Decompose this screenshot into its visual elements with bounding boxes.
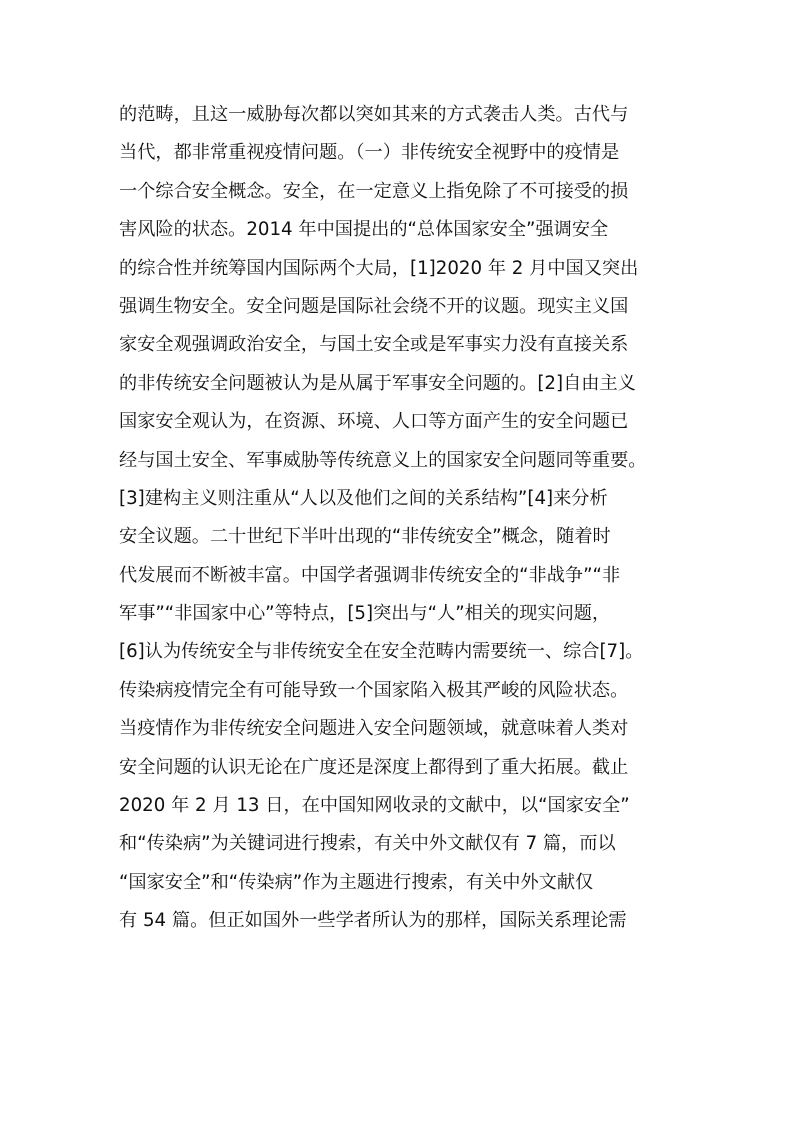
text-line: [6]认为传统安全与非传统安全在安全范畴内需要统一、综合[7]。 (119, 641, 644, 663)
text-line: 当疫情作为非传统安全问题进入安全问题领域，就意味着人类对 (119, 718, 629, 740)
text-line: 国家安全观认为，在资源、环境、人口等方面产生的安全问题已 (119, 411, 629, 433)
text-line: 安全问题的认识无论在广度还是深度上都得到了重大拓展。截止 (119, 756, 629, 778)
text-line: 军事”“非国家中心”等特点，[5]突出与“人”相关的现实问题， (119, 603, 611, 625)
text-line: 经与国土安全、军事威胁等传统意义上的国家安全问题同等重要。 (119, 449, 647, 471)
text-line: 的综合性并统筹国内国际两个大局，[1]2020 年 2 月中国又突出 (119, 257, 639, 279)
text-line: 传染病疫情完全有可能导致一个国家陷入极其严峻的风险状态。 (119, 679, 629, 701)
text-line: 的范畴，且这一威胁每次都以突如其来的方式袭击人类。古代与 (119, 104, 629, 125)
text-line: 有 54 篇。但正如国外一些学者所认为的那样，国际关系理论需 (119, 910, 627, 932)
text-line: 害风险的状态。2014 年中国提出的“总体国家安全”强调安全 (119, 219, 609, 241)
text-line: 的非传统安全问题被认为是从属于军事安全问题的。[2]自由主义 (119, 372, 636, 394)
text-line: 安全议题。二十世纪下半叶出现的“非传统安全”概念，随着时 (119, 526, 611, 548)
text-line: 一个综合安全概念。安全，在一定意义上指免除了不可接受的损 (119, 180, 629, 202)
text-line: [3]建构主义则注重从“人以及他们之间的关系结构”[4]来分析 (119, 487, 608, 509)
body-text (119, 100, 679, 945)
text-line: 代发展而不断被丰富。中国学者强调非传统安全的“非战争”“非 (119, 564, 621, 586)
text-line: 当代，都非常重视疫情问题。（一）非传统安全视野中的疫情是 (119, 142, 620, 164)
text-line: 和“传染病”为关键词进行搜索，有关中外文献仅有 7 篇，而以 (119, 833, 616, 855)
text-line: 2020 年 2 月 13 日，在中国知网收录的文献中，以“国家安全” (119, 795, 630, 817)
text-line: 强调生物安全。安全问题是国际社会绕不开的议题。现实主义国 (119, 295, 629, 317)
text-line: “国家安全”和“传染病”作为主题进行搜索，有关中外文献仅 (119, 871, 594, 893)
text-line: 家安全观强调政治安全，与国土安全或是军事实力没有直接关系 (119, 334, 629, 356)
